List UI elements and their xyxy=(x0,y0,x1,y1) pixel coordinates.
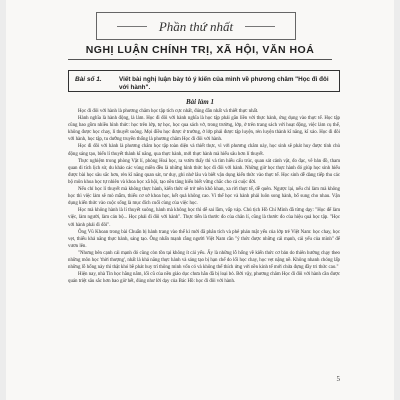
assignment-prompt: Viết bài nghị luận bày tỏ ý kiến của mình về phương châm "Học đi đôi với hành". xyxy=(119,76,329,91)
paragraph: "Nhưng bên cạnh cái mạnh đó cũng còn tồn tại không ít cái yếu. Ấy là những lỗ hổng về kiến thức cơ bản do thiên hướng chạy theo những môn học 'thời thượng', nhất là khả năng thực hành và sáng tạo bị hạn chế do lối học chay, học vẹt nặng nề. Không nhanh chóng lấp những lỗ hổng này thì thật khó bề phát huy trí thông minh vốn có và không thể thích ứng với nền kinh tế mới chứa đựng đầy tri thức cao." xyxy=(68,250,340,271)
banner-rule-right xyxy=(245,26,275,27)
part-banner xyxy=(96,12,296,40)
paragraph: Thực nghiệm trong phòng Vật lí, phòng Hoá học, ra vườn thấy thì và tìm hiểu cấu trúc, quan sát cảnh vật, đo đạc, vẽ bản đồ, tham quan di tích lịch sử, du khảo các vùng miền đều là những hình thức học đi đôi với hành. Những giờ học thực hành đó giúp học sinh hiểu được bài học sâu sắc hơn, rèn kĩ năng quan sát, tư duy, ghi nhớ lâu và biết vận dụng kiến thức vào thực tế. Học sinh dễ dàng tiếp thu các bộ môn khoa học tự nhiên và khoa học xã hội, tạo nền tảng hiểu biết vững chắc cho cả cuộc đời. xyxy=(68,158,340,185)
paragraph: Học mà không hành là lí thuyết suông, hành mà không học thì dễ sai lầm, vấp váp. Chủ tịch Hồ Chí Minh đã từng dạy: "Học để làm việc, làm người, làm cán bộ... Học phải đi đôi với hành". Thực tiễn là thước đo của chân lí, cũng là thước đo của hiệu quả học tập. "Học với hành phải đi đôi". xyxy=(68,208,340,228)
essay-title: Bài làm 1 xyxy=(185,98,214,106)
page-number: 5 xyxy=(336,375,340,383)
assignment-box xyxy=(68,70,340,92)
section-divider xyxy=(68,59,332,60)
paragraph: Học đi đôi với hành là phương châm học tập tích cực nhất, đúng đắn nhất và thiết thực nhất. xyxy=(78,109,259,114)
section-title: NGHỊ LUẬN CHÍNH TRỊ, XÃ HỘI, VĂN HOÁ xyxy=(85,44,315,56)
page-edge-right xyxy=(394,0,400,400)
paragraph: Ông Vũ Khoan trong bài Chuẩn bị hành trang vào thế kỉ mới đã phân tích và phê phán mặt yếu của lớp trẻ Việt Nam: học chay, học vẹt, thiếu khả năng thực hành, sáng tạo. Ông nhấn mạnh rằng người Việt Nam cần "ý thức được những cái mạnh, cái yếu của mình" để vươn lên. xyxy=(68,229,340,249)
assignment-label: Bài số 1. xyxy=(75,76,102,83)
paragraph: Nếu chỉ học lí thuyết mà không thực hành, kiến thức sẽ trở nên khô khan, xa rời thực tế, dễ quên. Ngược lại, nếu chỉ làm mà không học thì việc làm sẽ mò mẫm, thiếu cơ sở khoa học, kết quả không cao. Vì thế học và hành phải luôn song hành, bổ sung cho nhau. Vận dụng kiến thức vào cuộc sống là mục đích cuối cùng của việc học. xyxy=(68,187,340,207)
paragraph: Học đi đôi với hành là phương châm học tập toàn diện và thiết thực, vì với phương châm này, học sinh sẽ phát huy được tính chủ động sáng tạo, biến lí thuyết thành kĩ năng, qua thực hành, mới thực hành mà hiểu sâu hơn lí thuyết. xyxy=(68,144,340,157)
part-title: Phần thứ nhất xyxy=(158,19,234,34)
page-edge-left xyxy=(0,0,6,400)
essay-body xyxy=(68,108,340,285)
paragraph: Hành nghĩa là hành động, là làm. Học đi đôi với hành nghĩa là học tập phải gắn liền với thực hành, ứng dụng vào thực tế. Học tập cũng bao gồm nhiều hình thức: học trên lớp, tự học, học qua sách vở, trong trường, lớp, ở trên trang sách với hoạt động, việc làm cụ thể, không được học chay, lí thuyết suông. Mọi điều học được ở trường, ở lớp phải được tập luyện, rèn luyện thành kĩ năng, kĩ xảo. Học đi đôi với hành, học tập, tu dưỡng truyền thống là phương châm Học đi đôi với hành. xyxy=(68,116,340,143)
paragraph: Hiện nay, nhà Tin học hằng năm, lối cũ của nền giáo dục chưa hẳn đã bị loại bỏ. Bởi vậy, phương châm Học đi đôi với hành cần được quán triệt sâu sắc hơn bao giờ hết, đúng như lời dạy của Bác Hồ: học đi đôi với hành. xyxy=(68,272,340,285)
